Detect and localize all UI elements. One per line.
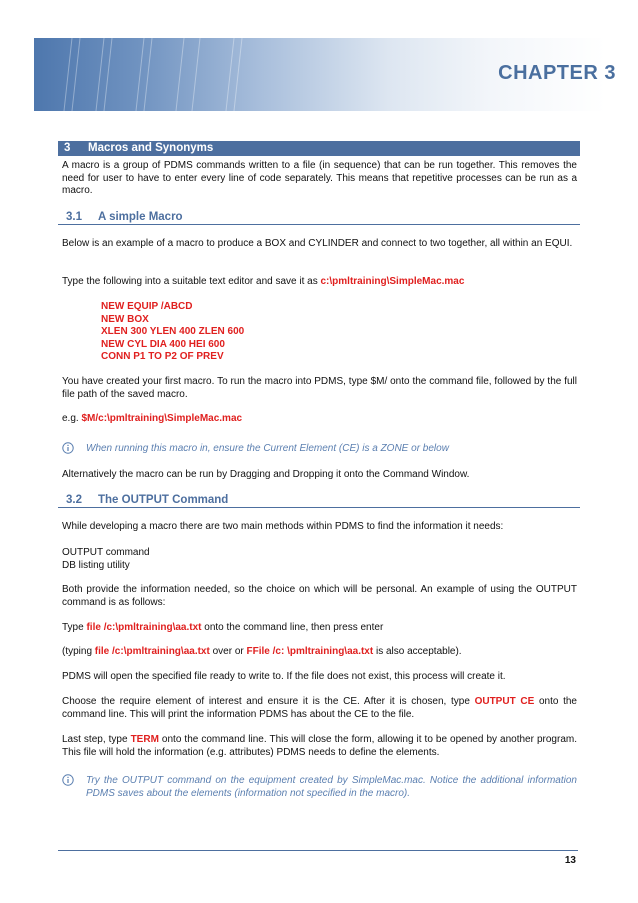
sub2-paragraph-6 bbox=[62, 696, 577, 721]
sub2-paragraph-7 bbox=[62, 734, 577, 759]
code-line: XLEN 300 YLEN 400 ZLEN 600 bbox=[101, 326, 245, 338]
info-icon bbox=[62, 774, 74, 786]
text: Choose the require element of interest and ensure it is the CE. After it is chosen, type bbox=[62, 696, 475, 707]
sub1-p2-text: Type the following into a suitable text editor and save it as bbox=[62, 276, 321, 287]
sub1-example bbox=[62, 413, 577, 426]
code-line: CONN P1 TO P2 OF PREV bbox=[101, 351, 224, 363]
subsection-number: 3.1 bbox=[66, 211, 82, 223]
text: onto the command line, then press enter bbox=[201, 622, 384, 633]
code-line: NEW BOX bbox=[101, 313, 149, 325]
list-item: OUTPUT command bbox=[62, 547, 150, 558]
sub2-paragraph-5: PDMS will open the specified file ready to write to. If the file does not exist, this process will create it. bbox=[62, 671, 506, 682]
sub1-paragraph-2 bbox=[62, 276, 577, 289]
example-command: $M/c:\pmltraining\SimpleMac.mac bbox=[81, 413, 243, 424]
text: Type bbox=[62, 622, 87, 633]
text: over or bbox=[209, 646, 247, 657]
sub1-paragraph-1: Below is an example of a macro to produce a BOX and CYLINDER and connect to two together, all within an EQUI. bbox=[62, 238, 573, 249]
chapter-label: CHAPTER 3 bbox=[498, 62, 616, 84]
sub1-p2-filename: c:\pmltraining\SimpleMac.mac bbox=[320, 276, 465, 287]
section-number: 3 bbox=[64, 142, 71, 154]
subsection-title: A simple Macro bbox=[98, 211, 183, 223]
page-number: 13 bbox=[564, 855, 576, 866]
subsection-heading-3-1 bbox=[58, 209, 580, 225]
term-command: TERM bbox=[130, 734, 159, 745]
code-line: NEW EQUIP /ABCD bbox=[101, 301, 193, 312]
sub1-paragraph-3: You have created your first macro. To run the macro into PDMS, type $M/ onto the command file, followed by the full file path of the saved macro. bbox=[62, 376, 577, 400]
subsection-number: 3.2 bbox=[66, 494, 82, 506]
note-text: Try the OUTPUT command on the equipment created by SimpleMac.mac. Notice the additional information PDMS saves about the elements (information not specified in the macro). bbox=[86, 775, 577, 799]
text: is also acceptable). bbox=[373, 646, 462, 657]
sub2-paragraph-4 bbox=[62, 646, 577, 659]
text: Last step, type bbox=[62, 734, 131, 745]
list-item: DB listing utility bbox=[62, 559, 130, 571]
sub2-paragraph-2: Both provide the information needed, so the choice on which will be personal. An example of using the OUTPUT command is as follows: bbox=[62, 584, 577, 608]
section-title: Macros and Synonyms bbox=[88, 142, 214, 154]
sub2-paragraph-3 bbox=[62, 622, 577, 635]
subsection-title: The OUTPUT Command bbox=[98, 494, 229, 506]
text: onto the command line. This will print the information PDMS has about the CE to the file. bbox=[62, 696, 577, 720]
section-heading bbox=[58, 141, 580, 156]
text: (typing bbox=[62, 646, 95, 657]
info-icon bbox=[62, 442, 74, 454]
subsection-heading-3-2 bbox=[58, 492, 580, 508]
example-prefix: e.g. bbox=[62, 413, 82, 424]
file-command: file /c:\pmltraining\aa.txt bbox=[86, 622, 202, 633]
note-text: When running this macro in, ensure the Current Element (CE) is a ZONE or below bbox=[86, 443, 449, 454]
macro-code-block bbox=[101, 301, 244, 364]
code-line: NEW CYL DIA 400 HEI 600 bbox=[101, 338, 225, 350]
intro-paragraph: A macro is a group of PDMS commands written to a file (in sequence) that can be run together. This removes the need for user to have to enter every line of code separately. This means that repetitive processes can be run as a macro. bbox=[62, 160, 577, 196]
ffile-command: FFile /c: \pmltraining\aa.txt bbox=[246, 646, 374, 657]
text: onto the command line. This will close the form, allowing it to be opened by another program. This file will hold the information (e.g. attributes) PDMS needs to define the elements. bbox=[62, 734, 577, 758]
output-ce-command: OUTPUT CE bbox=[474, 696, 535, 707]
sub2-paragraph-1: While developing a macro there are two main methods within PDMS to find the information it needs: bbox=[62, 521, 504, 532]
sub1-paragraph-4: Alternatively the macro can be run by Dragging and Dropping it onto the Command Window. bbox=[62, 469, 470, 480]
method-list bbox=[62, 547, 577, 572]
footer-rule bbox=[58, 850, 578, 851]
file-command: file /c:\pmltraining\aa.txt bbox=[94, 646, 210, 657]
